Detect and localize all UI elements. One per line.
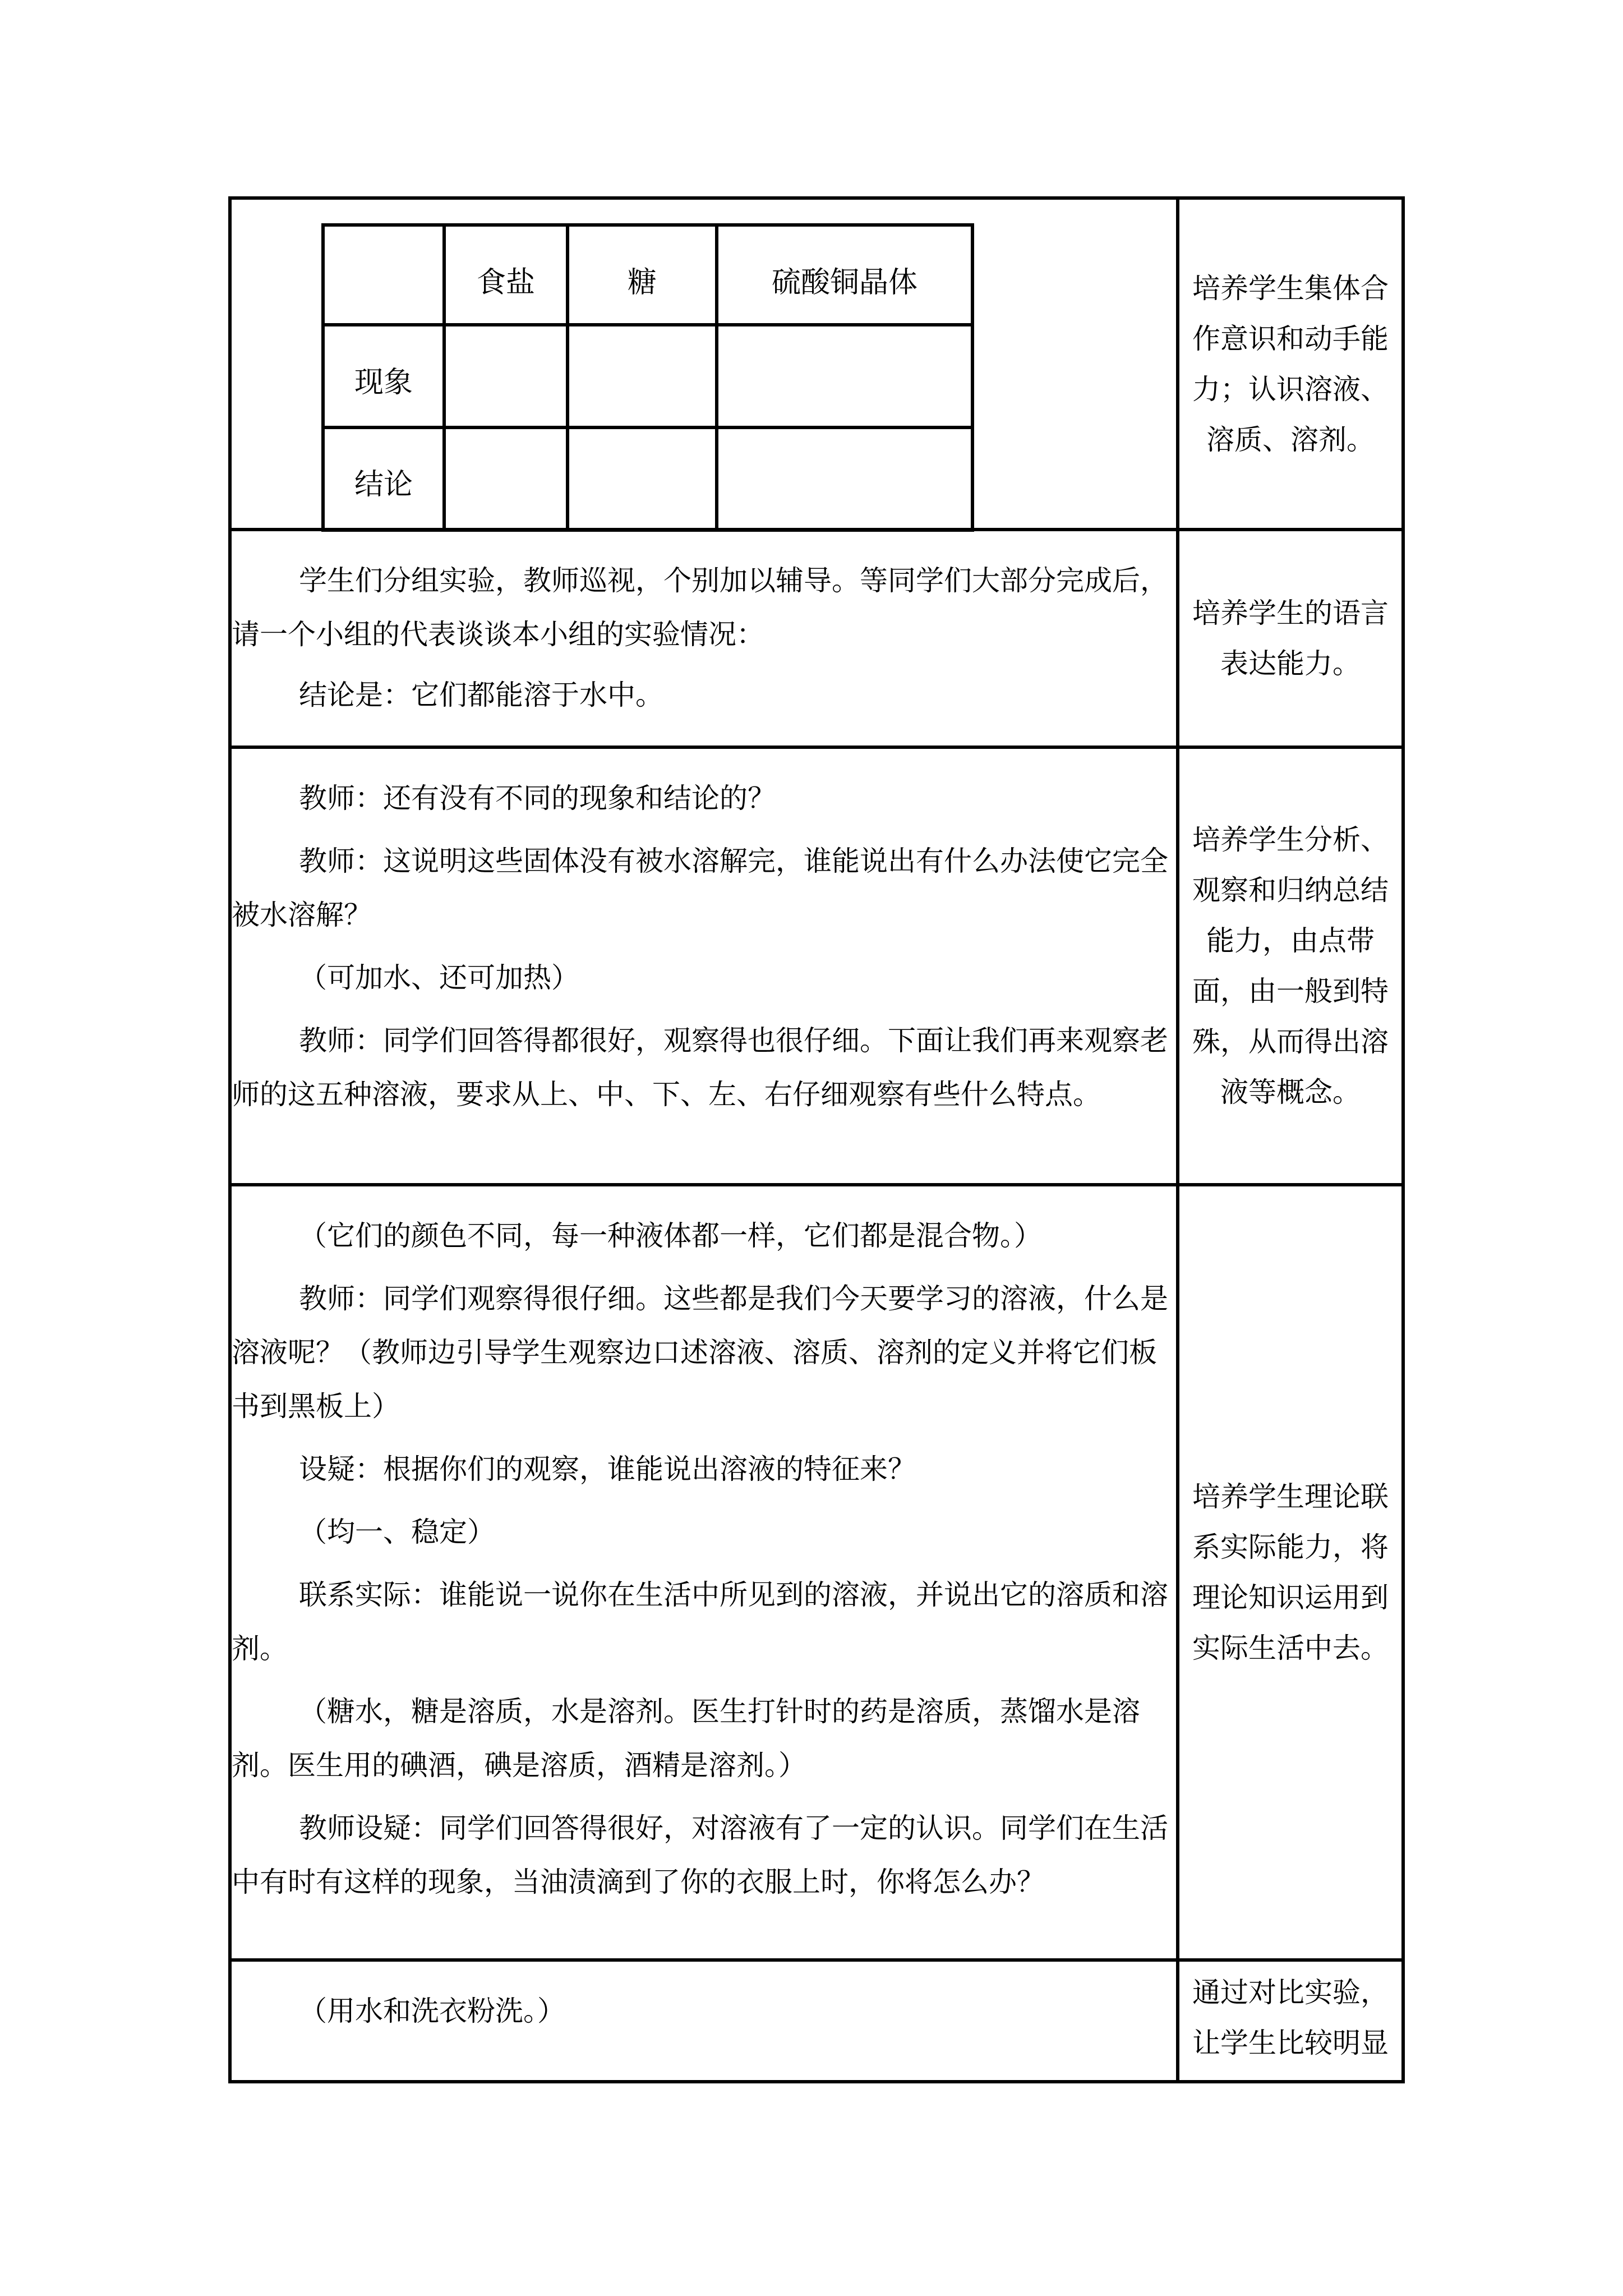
- header-cell-sugar: 糖: [627, 266, 657, 300]
- paragraph: （糖水，糖是溶质，水是溶剂。医生打针时的药是溶质，蒸馏水是溶剂。医生用的碘酒，碘是溶质，酒精是溶剂。）: [232, 1695, 1140, 1782]
- paragraph: （它们的颜色不同，每一种液体都一样，它们都是混合物。）: [299, 1220, 1042, 1252]
- row-5-content: [232, 1962, 1176, 2080]
- paragraph: 联系实际：谁能说一说你在生活中所见到的溶液，并说出它的溶质和溶剂。: [232, 1579, 1168, 1665]
- inner-row-divider: [325, 323, 971, 326]
- paragraph: 教师：同学们回答得都很好，观察得也很仔细。下面让我们再来观察老师的这五种溶液，要求从上、中、下、左、右仔细观察有些什么特点。: [232, 1024, 1168, 1111]
- row-label-phenomenon: 现象: [354, 366, 413, 399]
- paragraph: 教师：这说明这些固体没有被水溶解完，谁能说出有什么办法使它完全被水溶解？: [232, 845, 1168, 931]
- header-cell-copper-sulfate: 硫酸铜晶体: [771, 266, 917, 300]
- row-5-purpose: [1179, 1962, 1401, 2080]
- paragraph: 设疑：根据你们的观察，谁能说出溶液的特征来？: [299, 1453, 916, 1485]
- header-cell-salt: 食盐: [476, 266, 535, 300]
- paragraph: （用水和洗衣粉洗。）: [299, 1995, 565, 2027]
- row-2-content: [232, 531, 1176, 746]
- purpose-text: 通过对比实验，让学生比较明显: [1192, 1976, 1389, 2059]
- row-3-content: [232, 749, 1176, 1183]
- paragraph: 学生们分组实验，教师巡视，个别加以辅导。等同学们大部分完成后，请一个小组的代表谈谈本小组的实验情况：: [232, 564, 1168, 651]
- experiment-table: [321, 223, 974, 532]
- purpose-text: 培养学生分析、观察和归纳总结能力，由点带面，由一般到特殊，从而得出溶液等概念。: [1192, 823, 1389, 1108]
- paragraph: 教师：同学们观察得很仔细。这些都是我们今天要学习的溶液，什么是溶液呢？（教师边引导学生观察边口述溶液、溶质、溶剂的定义并将它们板书到黑板上）: [232, 1282, 1168, 1423]
- row-3-purpose: [1179, 749, 1401, 1183]
- paragraph: （可加水、还可加热）: [299, 961, 579, 994]
- purpose-text: 培养学生集体合作意识和动手能力；认识溶液、溶质、溶剂。: [1192, 272, 1389, 456]
- paragraph: 教师：还有没有不同的现象和结论的？: [299, 782, 776, 815]
- row-1-content: [232, 200, 1176, 528]
- purpose-text: 培养学生理论联系实际能力，将理论知识运用到实际生活中去。: [1192, 1480, 1389, 1664]
- paragraph: 结论是：它们都能溶于水中。: [299, 679, 663, 711]
- row-4-purpose: [1179, 1186, 1401, 1958]
- row-label-conclusion: 结论: [354, 468, 413, 501]
- lesson-plan-table: [228, 196, 1405, 2083]
- row-1-purpose: [1179, 200, 1401, 528]
- row-2-purpose: [1179, 531, 1401, 746]
- paragraph: 教师设疑：同学们回答得很好，对溶液有了一定的认识。同学们在生活中有时有这样的现象，当油渍滴到了你的衣服上时，你将怎么办？: [232, 1812, 1168, 1898]
- paragraph: （均一、稳定）: [299, 1516, 495, 1548]
- inner-row-divider: [325, 426, 971, 429]
- purpose-text: 培养学生的语言表达能力。: [1192, 597, 1389, 680]
- row-4-content: [232, 1186, 1176, 1958]
